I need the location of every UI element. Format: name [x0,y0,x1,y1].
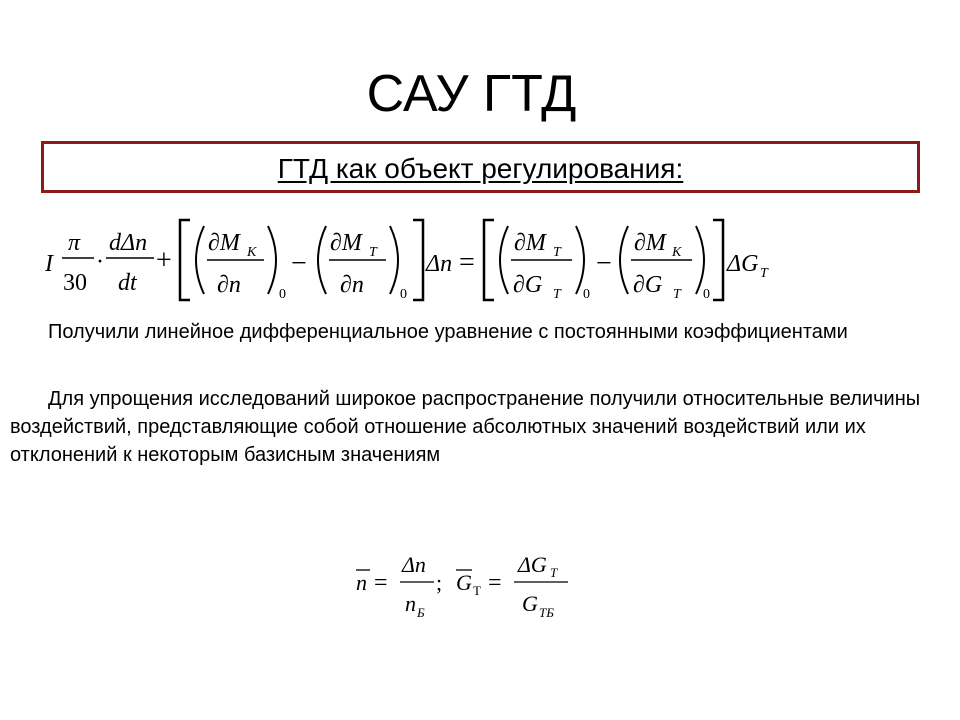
subtitle-frame [41,141,920,193]
eq2-semicolon: ; [436,570,443,595]
paren-open-1 [196,226,204,294]
paragraph-2 [10,385,940,469]
eq-plus: + [156,245,172,276]
subtitle: ГТД как объект регулирования: [277,153,684,184]
eq2-sub-TB: ТБ [539,605,554,620]
eq-partial-GT-1: ∂G [513,272,543,298]
eq-sub-T-3: T [553,287,561,302]
paren-close-1 [268,226,276,294]
eq2-G: G [456,570,472,595]
eq-zero-3: 0 [583,287,590,302]
eq-partial-n-2: ∂n [340,272,364,298]
paren-close-2 [390,226,398,294]
eq-sub-T-1: T [369,245,377,260]
eq-partial-MT-1: ∂M [330,230,362,256]
eq-partial-MK-2: ∂M [634,230,666,256]
eq-equals: = [459,247,475,278]
eq2-sub-T-italic: T [550,565,558,580]
paren-close-4 [696,226,704,294]
paren-open-4 [620,226,628,294]
paragraph-1 [10,318,940,346]
eq2-delta-G: ΔG [518,552,547,577]
eq-pi: π [68,230,81,256]
eq-sub-T-5: T [760,266,768,281]
right-bracket-1 [413,220,423,300]
eq2-G-base: G [522,591,538,616]
eq-partial-MT-2: ∂M [514,230,546,256]
eq-partial-n-1: ∂n [217,272,241,298]
eq-I: I [45,251,53,277]
paren-open-3 [500,226,508,294]
relative-values-equation [0,548,960,638]
eq2-sub-B: Б [417,605,425,620]
eq-sub-T-4: T [673,287,681,302]
paren-close-3 [576,226,584,294]
eq-dot: · [96,249,104,275]
eq-d-delta-n: dΔn [109,230,148,256]
main-equation [0,210,960,310]
eq-zero-1: 0 [279,287,286,302]
paragraph-1-text: Получили линейное дифференциальное уравнение с постоянными коэффициентами [48,321,848,343]
eq-zero-2: 0 [400,287,407,302]
eq-sub-K-2: K [672,245,682,260]
slide-title: САУ ГТД [366,65,577,123]
eq2-equals-2: = [488,570,502,596]
eq2-sub-T: Т [473,583,481,598]
left-bracket-2 [484,220,494,300]
eq-dt: dt [118,270,137,296]
eq-partial-MK-1: ∂M [208,230,240,256]
eq-zero-4: 0 [703,287,710,302]
paren-open-2 [318,226,326,294]
left-bracket-1 [180,220,190,300]
eq2-n: n [356,570,367,595]
eq2-delta-n: Δn [402,552,426,577]
eq-minus-2: − [596,248,612,279]
eq-partial-GT-2: ∂G [633,272,663,298]
eq-thirty: 30 [63,270,87,296]
eq-sub-K-1: K [247,245,257,260]
right-bracket-2 [713,220,723,300]
eq-delta-n: Δn [426,251,453,277]
eq-sub-T-2: T [553,245,561,260]
paragraph-2-text: Для упрощения исследований широкое распространение получили относительные величины воздействий, представляющие собой отношение абсолютных значений воздействий или их отклонений к некоторым базисным значениям [10,388,921,466]
eq2-n-base: n [405,591,416,616]
eq-delta-GT: ΔG [727,251,759,277]
eq-minus-1: − [291,248,307,279]
eq2-equals-1: = [374,570,388,596]
